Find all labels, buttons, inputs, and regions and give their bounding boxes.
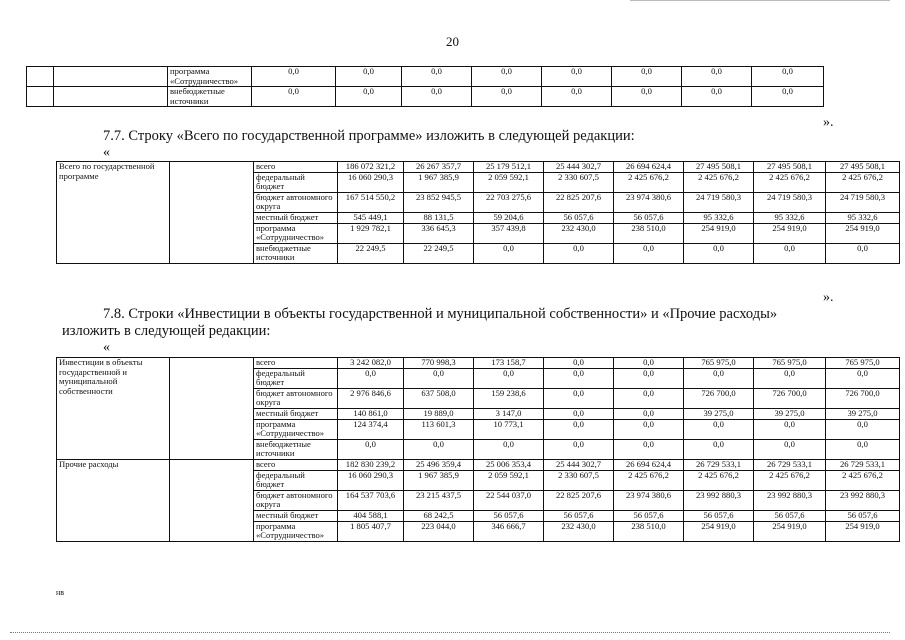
value-cell: 765 975,0 xyxy=(826,358,900,369)
value-cell: 0,0 xyxy=(754,419,826,439)
value-cell: 39 275,0 xyxy=(826,408,900,419)
heading-7-7: 7.7. Строку «Всего по государственной программе» изложить в следующей редакции: xyxy=(103,128,635,144)
value-cell: 0,0 xyxy=(336,67,402,87)
value-cell: 26 729 533,1 xyxy=(684,459,754,470)
value-cell: 0,0 xyxy=(754,368,826,388)
value-cell: 254 919,0 xyxy=(684,521,754,541)
value-cell: 0,0 xyxy=(542,87,612,107)
empty-cell xyxy=(170,358,254,460)
value-cell: 2 425 676,2 xyxy=(684,470,754,490)
heading-7-8-continued: изложить в следующей редакции: xyxy=(62,323,271,339)
funding-source-label: внебюджетные источники xyxy=(254,439,338,459)
value-cell: 2 425 676,2 xyxy=(754,470,826,490)
value-cell: 25 179 512,1 xyxy=(474,162,544,173)
empty-cell xyxy=(170,459,254,541)
value-cell: 26 729 533,1 xyxy=(826,459,900,470)
value-cell: 0,0 xyxy=(252,67,336,87)
value-cell: 0,0 xyxy=(614,358,684,369)
funding-source-label: местный бюджет xyxy=(254,212,338,223)
value-cell: 0,0 xyxy=(544,358,614,369)
value-cell: 24 719 580,3 xyxy=(684,192,754,212)
value-cell: 22 703 275,6 xyxy=(474,192,544,212)
funding-source-label: бюджет автономного округа xyxy=(254,192,338,212)
funding-source-label: внебюджетные источники xyxy=(168,87,252,107)
value-cell: 637 508,0 xyxy=(404,388,474,408)
value-cell: 1 967 385,9 xyxy=(404,470,474,490)
value-cell: 25 496 359,4 xyxy=(404,459,474,470)
value-cell: 25 006 353,4 xyxy=(474,459,544,470)
value-cell: 0,0 xyxy=(544,243,614,263)
value-cell: 26 729 533,1 xyxy=(754,459,826,470)
value-cell: 0,0 xyxy=(752,67,824,87)
value-cell: 23 992 880,3 xyxy=(826,490,900,510)
value-cell: 23 992 880,3 xyxy=(754,490,826,510)
value-cell: 0,0 xyxy=(402,87,472,107)
heading-7-8: 7.8. Строки «Инвестиции в объекты государственной и муниципальной собственности» и «Прочие расходы» xyxy=(103,306,778,322)
value-cell: 27 495 508,1 xyxy=(754,162,826,173)
value-cell: 27 495 508,1 xyxy=(826,162,900,173)
empty-cell xyxy=(27,67,54,87)
value-cell: 56 057,6 xyxy=(614,510,684,521)
value-cell: 0,0 xyxy=(826,243,900,263)
value-cell: 2 425 676,2 xyxy=(754,172,826,192)
value-cell: 22 825 207,6 xyxy=(544,490,614,510)
table-row xyxy=(57,358,900,369)
value-cell: 254 919,0 xyxy=(754,521,826,541)
value-cell: 56 057,6 xyxy=(474,510,544,521)
value-cell: 0,0 xyxy=(754,439,826,459)
value-cell: 0,0 xyxy=(752,87,824,107)
row-group-name: Всего по государственной программе xyxy=(57,162,170,264)
value-cell: 357 439,8 xyxy=(474,223,544,243)
budget-table-total xyxy=(56,161,900,264)
value-cell: 25 444 302,7 xyxy=(544,459,614,470)
closing-quote: ». xyxy=(823,115,834,130)
budget-table-investments-other xyxy=(56,357,900,542)
value-cell: 3 147,0 xyxy=(474,408,544,419)
value-cell: 0,0 xyxy=(754,243,826,263)
value-cell: 0,0 xyxy=(338,439,404,459)
value-cell: 0,0 xyxy=(474,243,544,263)
value-cell: 0,0 xyxy=(614,408,684,419)
value-cell: 0,0 xyxy=(544,368,614,388)
table-row xyxy=(27,67,900,87)
value-cell: 0,0 xyxy=(336,87,402,107)
value-cell: 0,0 xyxy=(826,368,900,388)
value-cell: 186 072 321,2 xyxy=(338,162,404,173)
value-cell: 0,0 xyxy=(684,243,754,263)
value-cell: 22 544 037,0 xyxy=(474,490,544,510)
value-cell: 95 332,6 xyxy=(826,212,900,223)
funding-source-label: программа «Сотрудничество» xyxy=(254,419,338,439)
scan-edge-bottom xyxy=(10,632,890,634)
value-cell: 2 059 592,1 xyxy=(474,470,544,490)
value-cell: 0,0 xyxy=(682,67,752,87)
value-cell: 726 700,0 xyxy=(754,388,826,408)
funding-source-label: федеральный бюджет xyxy=(254,172,338,192)
value-cell: 3 242 082,0 xyxy=(338,358,404,369)
value-cell: 56 057,6 xyxy=(544,212,614,223)
value-cell: 1 967 385,9 xyxy=(404,172,474,192)
funding-source-label: всего xyxy=(254,358,338,369)
value-cell: 726 700,0 xyxy=(684,388,754,408)
value-cell: 0,0 xyxy=(472,67,542,87)
value-cell: 23 974 380,6 xyxy=(614,192,684,212)
opening-quote: « xyxy=(103,145,110,160)
funding-source-label: федеральный бюджет xyxy=(254,368,338,388)
value-cell: 39 275,0 xyxy=(754,408,826,419)
value-cell: 404 588,1 xyxy=(338,510,404,521)
value-cell: 56 057,6 xyxy=(754,510,826,521)
value-cell: 765 975,0 xyxy=(754,358,826,369)
funding-source-label: бюджет автономного округа xyxy=(254,490,338,510)
empty-cell xyxy=(54,67,168,87)
funding-source-label: федеральный бюджет xyxy=(254,470,338,490)
value-cell: 0,0 xyxy=(614,243,684,263)
value-cell: 164 537 703,6 xyxy=(338,490,404,510)
value-cell: 0,0 xyxy=(544,439,614,459)
value-cell: 0,0 xyxy=(544,408,614,419)
value-cell: 0,0 xyxy=(614,439,684,459)
funding-source-label: программа «Сотрудничество» xyxy=(254,223,338,243)
value-cell: 56 057,6 xyxy=(544,510,614,521)
value-cell: 0,0 xyxy=(612,87,682,107)
value-cell: 232 430,0 xyxy=(544,521,614,541)
value-cell: 254 919,0 xyxy=(684,223,754,243)
value-cell: 23 852 945,5 xyxy=(404,192,474,212)
value-cell: 24 719 580,3 xyxy=(754,192,826,212)
value-cell: 23 974 380,6 xyxy=(614,490,684,510)
value-cell: 770 998,3 xyxy=(404,358,474,369)
value-cell: 0,0 xyxy=(826,439,900,459)
value-cell: 56 057,6 xyxy=(684,510,754,521)
table-row xyxy=(27,87,900,107)
value-cell: 95 332,6 xyxy=(754,212,826,223)
value-cell: 765 975,0 xyxy=(684,358,754,369)
value-cell: 545 449,1 xyxy=(338,212,404,223)
value-cell: 254 919,0 xyxy=(826,223,900,243)
funding-source-label: бюджет автономного округа xyxy=(254,388,338,408)
value-cell: 26 267 357,7 xyxy=(404,162,474,173)
opening-quote: « xyxy=(103,340,110,355)
value-cell: 0,0 xyxy=(612,67,682,87)
funding-source-label: всего xyxy=(254,162,338,173)
empty-cell xyxy=(54,87,168,107)
scan-edge-top xyxy=(630,0,890,1)
value-cell: 68 242,5 xyxy=(404,510,474,521)
value-cell: 336 645,3 xyxy=(404,223,474,243)
value-cell: 0,0 xyxy=(682,87,752,107)
value-cell: 88 131,5 xyxy=(404,212,474,223)
value-cell: 10 773,1 xyxy=(474,419,544,439)
page-number: 20 xyxy=(446,34,459,49)
table-row xyxy=(57,459,900,470)
value-cell: 254 919,0 xyxy=(826,521,900,541)
empty-cell xyxy=(170,162,254,264)
row-group-name: Инвестиции в объекты государственной и муниципальной собственности xyxy=(57,358,170,460)
value-cell: 0,0 xyxy=(474,439,544,459)
value-cell: 22 249,5 xyxy=(404,243,474,263)
value-cell: 26 694 624,4 xyxy=(614,459,684,470)
value-cell: 0,0 xyxy=(614,368,684,388)
value-cell: 56 057,6 xyxy=(826,510,900,521)
value-cell: 0,0 xyxy=(404,439,474,459)
value-cell: 254 919,0 xyxy=(754,223,826,243)
value-cell: 2 330 607,5 xyxy=(544,470,614,490)
value-cell: 2 425 676,2 xyxy=(826,470,900,490)
footer-mark: нв xyxy=(56,588,65,597)
value-cell: 0,0 xyxy=(614,388,684,408)
value-cell: 26 694 624,4 xyxy=(614,162,684,173)
value-cell: 0,0 xyxy=(252,87,336,107)
closing-quote: ». xyxy=(823,290,834,305)
value-cell: 238 510,0 xyxy=(614,521,684,541)
value-cell: 2 425 676,2 xyxy=(614,470,684,490)
value-cell: 1 929 782,1 xyxy=(338,223,404,243)
value-cell: 24 719 580,3 xyxy=(826,192,900,212)
value-cell: 16 060 290,3 xyxy=(338,172,404,192)
empty-cell xyxy=(27,87,54,107)
value-cell: 22 249,5 xyxy=(338,243,404,263)
value-cell: 0,0 xyxy=(684,419,754,439)
funding-source-label: всего xyxy=(254,459,338,470)
value-cell: 22 825 207,6 xyxy=(544,192,614,212)
value-cell: 0,0 xyxy=(542,67,612,87)
value-cell: 19 889,0 xyxy=(404,408,474,419)
value-cell: 124 374,4 xyxy=(338,419,404,439)
funding-source-label: программа «Сотрудничество» xyxy=(254,521,338,541)
value-cell: 23 992 880,3 xyxy=(684,490,754,510)
value-cell: 0,0 xyxy=(544,388,614,408)
value-cell: 0,0 xyxy=(684,439,754,459)
value-cell: 2 976 846,6 xyxy=(338,388,404,408)
value-cell: 0,0 xyxy=(472,87,542,107)
value-cell: 173 158,7 xyxy=(474,358,544,369)
value-cell: 0,0 xyxy=(404,368,474,388)
funding-source-label: внебюджетные источники xyxy=(254,243,338,263)
funding-source-label: местный бюджет xyxy=(254,510,338,521)
budget-table-continuation xyxy=(26,66,900,107)
value-cell: 2 425 676,2 xyxy=(614,172,684,192)
value-cell: 2 425 676,2 xyxy=(826,172,900,192)
value-cell: 167 514 550,2 xyxy=(338,192,404,212)
value-cell: 95 332,6 xyxy=(684,212,754,223)
value-cell: 0,0 xyxy=(338,368,404,388)
value-cell: 39 275,0 xyxy=(684,408,754,419)
funding-source-label: местный бюджет xyxy=(254,408,338,419)
value-cell: 726 700,0 xyxy=(826,388,900,408)
value-cell: 223 044,0 xyxy=(404,521,474,541)
value-cell: 182 830 239,2 xyxy=(338,459,404,470)
value-cell: 159 238,6 xyxy=(474,388,544,408)
value-cell: 232 430,0 xyxy=(544,223,614,243)
value-cell: 0,0 xyxy=(474,368,544,388)
value-cell: 2 425 676,2 xyxy=(684,172,754,192)
value-cell: 23 215 437,5 xyxy=(404,490,474,510)
value-cell: 0,0 xyxy=(614,419,684,439)
value-cell: 59 204,6 xyxy=(474,212,544,223)
value-cell: 0,0 xyxy=(402,67,472,87)
value-cell: 2 330 607,5 xyxy=(544,172,614,192)
value-cell: 16 060 290,3 xyxy=(338,470,404,490)
value-cell: 0,0 xyxy=(684,368,754,388)
value-cell: 0,0 xyxy=(826,419,900,439)
value-cell: 27 495 508,1 xyxy=(684,162,754,173)
row-group-name: Прочие расходы xyxy=(57,459,170,541)
funding-source-label: программа «Сотрудничество» xyxy=(168,67,252,87)
value-cell: 25 444 302,7 xyxy=(544,162,614,173)
value-cell: 140 861,0 xyxy=(338,408,404,419)
table-row xyxy=(57,162,900,173)
value-cell: 2 059 592,1 xyxy=(474,172,544,192)
value-cell: 238 510,0 xyxy=(614,223,684,243)
value-cell: 0,0 xyxy=(544,419,614,439)
value-cell: 113 601,3 xyxy=(404,419,474,439)
value-cell: 1 805 407,7 xyxy=(338,521,404,541)
value-cell: 56 057,6 xyxy=(614,212,684,223)
value-cell: 346 666,7 xyxy=(474,521,544,541)
